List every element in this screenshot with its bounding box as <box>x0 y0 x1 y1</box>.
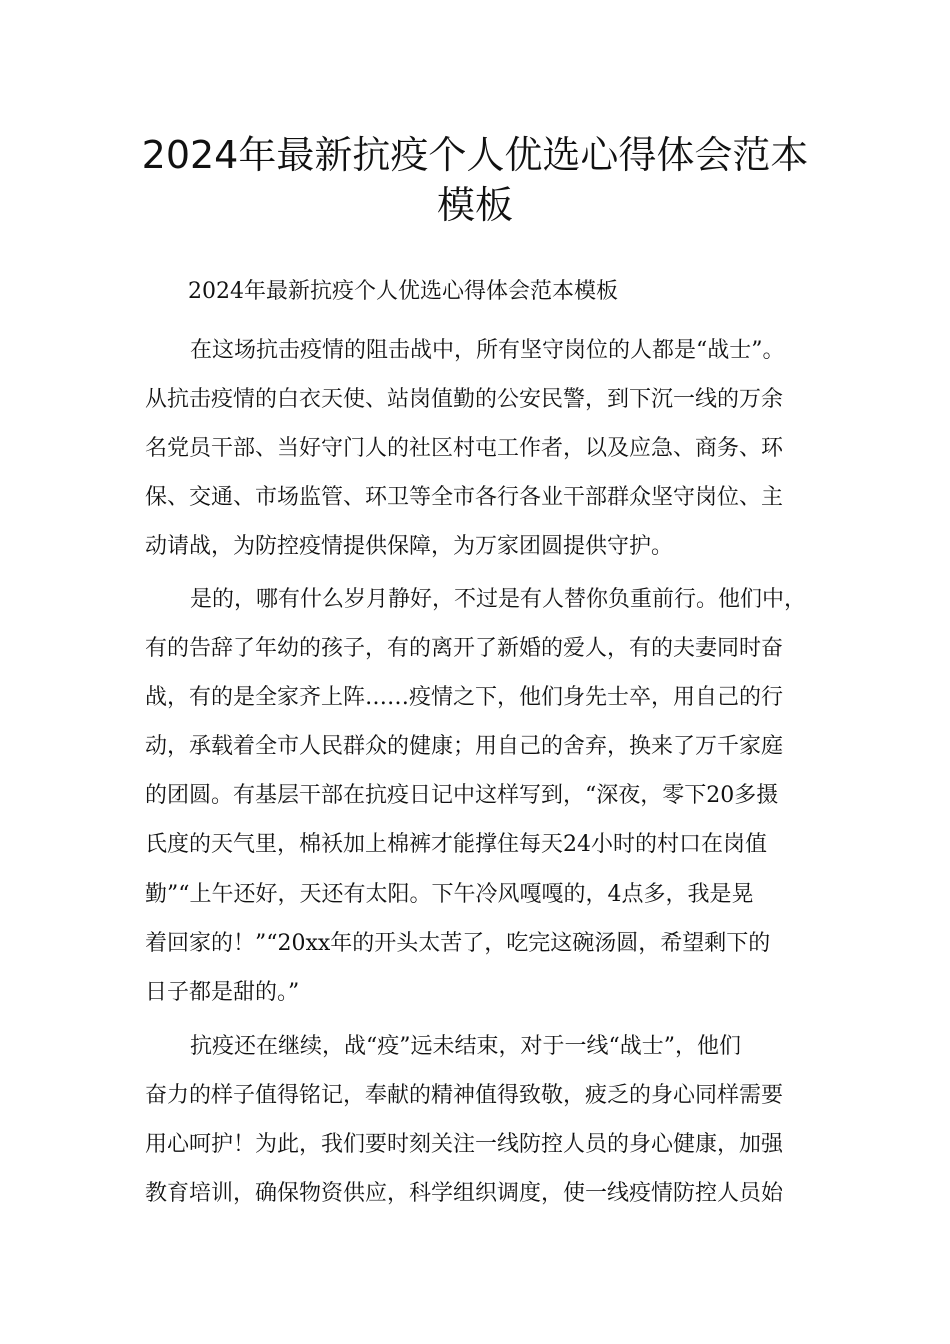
paragraph-line: 的团圆。有基层干部在抗疫日记中这样写到，“深夜，零下20多摄 <box>145 783 779 808</box>
doc-subtitle-line: 2024年最新抗疫个人优选心得体会范本模板 <box>188 279 618 304</box>
paragraph-line: 勤”“上午还好，天还有太阳。下午冷风嘎嘎的，4点多，我是晃 <box>145 882 754 907</box>
paragraph-line: 抗疫还在继续，战“疫”远未结束，对于一线“战士”，他们 <box>190 1034 741 1059</box>
paragraph-line: 日子都是甜的。” <box>145 980 300 1005</box>
paragraph-line: 着回家的！”“20xx年的开头太苦了，吃完这碗汤圆，希望剩下的 <box>145 931 771 956</box>
paragraph-line: 从抗击疫情的白衣天使、站岗值勤的公安民警，到下沉一线的万余 <box>145 387 784 412</box>
paragraph-line: 战，有的是全家齐上阵……疫情之下，他们身先士卒，用自己的行 <box>145 685 784 710</box>
paragraph-line: 名党员干部、当好守门人的社区村屯工作者，以及应急、商务、环 <box>145 436 784 461</box>
paragraph-line: 用心呵护！为此，我们要时刻关注一线防控人员的身心健康，加强 <box>145 1132 784 1157</box>
paragraph-line: 教育培训，确保物资供应，科学组织调度，使一线疫情防控人员始 <box>145 1181 784 1206</box>
paragraph-line: 保、交通、市场监管、环卫等全市各行各业干部群众坚守岗位、主 <box>145 485 784 510</box>
paragraph-line: 是的，哪有什么岁月静好，不过是有人替你负重前行。他们中， <box>190 587 807 612</box>
paragraph-line: 有的告辞了年幼的孩子，有的离开了新婚的爱人，有的夫妻同时奋 <box>145 636 784 661</box>
paragraph-line: 在这场抗击疫情的阻击战中，所有坚守岗位的人都是“战士”。 <box>190 338 785 363</box>
paragraph-line: 动，承载着全市人民群众的健康；用自己的舍弃，换来了万千家庭 <box>145 734 784 759</box>
paragraph-line: 奋力的样子值得铭记，奉献的精神值得致敬，疲乏的身心同样需要 <box>145 1083 784 1108</box>
document-title-line-2: 模板 <box>436 183 513 227</box>
document-title-line-1: 2024年最新抗疫个人优选心得体会范本 <box>141 133 809 177</box>
paragraph-line: 动请战，为防控疫情提供保障，为万家团圆提供守护。 <box>145 534 674 559</box>
paragraph-line: 氏度的天气里，棉袄加上棉裤才能撑住每天24小时的村口在岗值 <box>145 832 767 857</box>
